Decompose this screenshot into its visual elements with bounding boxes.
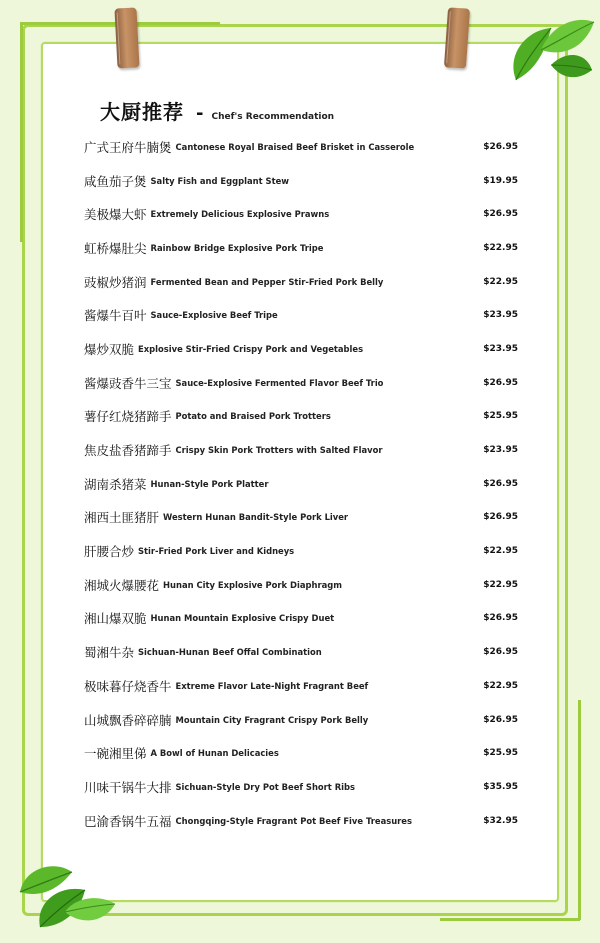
dish-price: $22.95 xyxy=(483,680,518,691)
menu-item xyxy=(84,703,524,737)
wooden-clip-icon xyxy=(444,7,470,68)
menu-item xyxy=(84,669,524,703)
title-separator: - xyxy=(196,103,204,124)
menu-item xyxy=(84,534,524,568)
dish-name-chinese: 一碗湘里俤 xyxy=(84,746,147,762)
dish-name-english: Stir-Fried Pork Liver and Kidneys xyxy=(138,546,295,557)
dish-name-english: Hunan Mountain Explosive Crispy Duet xyxy=(150,613,335,624)
dish-price: $26.95 xyxy=(483,714,518,725)
dish-name-chinese: 川味干锅牛大排 xyxy=(84,779,172,795)
dish-name-chinese: 虹桥爆肚尖 xyxy=(84,240,147,256)
dish-name-english: Salty Fish and Eggplant Stew xyxy=(150,175,289,186)
dish-name-english: Mountain City Fragrant Crispy Pork Belly xyxy=(175,714,369,725)
dish-name-english: Hunan City Explosive Pork Diaphragm xyxy=(163,579,342,590)
menu-item xyxy=(84,568,524,602)
dish-price: $23.95 xyxy=(483,310,518,321)
leaf-cluster-icon xyxy=(496,10,596,100)
dish-price: $26.95 xyxy=(483,141,518,152)
wooden-clip-icon xyxy=(114,7,139,68)
dish-name-chinese: 美极爆大虾 xyxy=(84,207,147,223)
dish-name-chinese: 蜀湘牛杂 xyxy=(84,645,135,661)
menu-item xyxy=(84,400,524,434)
menu-item xyxy=(84,130,524,164)
dish-price: $23.95 xyxy=(483,343,518,354)
menu-list xyxy=(84,130,524,837)
dish-name-chinese: 湖南杀猪菜 xyxy=(84,476,147,492)
menu-item xyxy=(84,366,524,400)
dish-price: $26.95 xyxy=(483,478,518,489)
dish-price: $19.95 xyxy=(483,175,518,186)
dish-price: $22.95 xyxy=(483,242,518,253)
dish-name-chinese: 巴渝香锅牛五福 xyxy=(84,813,172,829)
dish-name-chinese: 广式王府牛腩煲 xyxy=(84,139,172,155)
section-title-english: Chef's Recommendation xyxy=(211,112,335,122)
dish-name-english: Hunan-Style Pork Platter xyxy=(150,478,269,489)
section-title-chinese: 大厨推荐 xyxy=(100,100,184,124)
dish-price: $25.95 xyxy=(483,748,518,759)
menu-item xyxy=(84,265,524,299)
dish-name-english: Sauce-Explosive Beef Tripe xyxy=(150,310,278,321)
dish-name-chinese: 豉椒炒猪润 xyxy=(84,274,147,290)
dish-price: $26.95 xyxy=(483,613,518,624)
dish-name-english: Fermented Bean and Pepper Stir-Fried Pork Belly xyxy=(150,276,384,287)
dish-price: $32.95 xyxy=(483,815,518,826)
dish-name-chinese: 爆炒双脆 xyxy=(84,341,135,357)
menu-item xyxy=(84,433,524,467)
dish-price: $22.95 xyxy=(483,579,518,590)
dish-price: $22.95 xyxy=(483,546,518,557)
dish-name-chinese: 山城飘香碎碎腩 xyxy=(84,712,172,728)
menu-item xyxy=(84,501,524,535)
dish-price: $35.95 xyxy=(483,781,518,792)
menu-item xyxy=(84,332,524,366)
menu-item xyxy=(84,231,524,265)
dish-name-chinese: 咸鱼茄子煲 xyxy=(84,173,147,189)
dish-name-chinese: 酱爆牛百叶 xyxy=(84,308,147,324)
menu-header xyxy=(100,96,334,126)
dish-name-english: Extreme Flavor Late-Night Fragrant Beef xyxy=(175,680,369,691)
dish-price: $22.95 xyxy=(483,276,518,287)
menu-item xyxy=(84,736,524,770)
dish-name-english: Sauce-Explosive Fermented Flavor Beef Trio xyxy=(175,377,384,388)
frame-accent-left xyxy=(20,22,23,242)
dish-price: $26.95 xyxy=(483,512,518,523)
dish-name-chinese: 肝腰合炒 xyxy=(84,544,135,560)
dish-price: $26.95 xyxy=(483,377,518,388)
menu-item xyxy=(84,635,524,669)
dish-name-english: Rainbow Bridge Explosive Pork Tripe xyxy=(150,242,324,253)
dish-name-english: Extremely Delicious Explosive Prawns xyxy=(150,209,330,220)
dish-name-english: Sichuan-Hunan Beef Offal Combination xyxy=(138,647,322,658)
dish-name-english: Cantonese Royal Braised Beef Brisket in Casserole xyxy=(175,141,415,152)
dish-name-english: Potato and Braised Pork Trotters xyxy=(175,411,331,422)
dish-name-english: Explosive Stir-Fried Crispy Pork and Vegetables xyxy=(138,343,364,354)
dish-price: $26.95 xyxy=(483,209,518,220)
dish-name-english: A Bowl of Hunan Delicacies xyxy=(150,748,279,759)
dish-name-chinese: 极味暮仔烧香牛 xyxy=(84,678,172,694)
dish-name-chinese: 酱爆豉香牛三宝 xyxy=(84,375,172,391)
menu-item xyxy=(84,804,524,838)
dish-name-chinese: 焦皮盐香猪蹄手 xyxy=(84,443,172,459)
frame-accent-bottom xyxy=(440,918,580,921)
dish-name-chinese: 薯仔红烧猪蹄手 xyxy=(84,409,172,425)
dish-name-english: Chongqing-Style Fragrant Pot Beef Five Treasures xyxy=(175,815,412,826)
menu-item xyxy=(84,197,524,231)
dish-price: $26.95 xyxy=(483,647,518,658)
frame-accent-right xyxy=(578,700,581,920)
menu-item xyxy=(84,164,524,198)
menu-item xyxy=(84,602,524,636)
dish-name-english: Western Hunan Bandit-Style Pork Liver xyxy=(163,512,349,523)
menu-item xyxy=(84,770,524,804)
dish-name-chinese: 湘城火爆腰花 xyxy=(84,577,160,593)
dish-price: $23.95 xyxy=(483,445,518,456)
dish-name-english: Crispy Skin Pork Trotters with Salted Flavor xyxy=(175,445,383,456)
menu-item xyxy=(84,467,524,501)
dish-name-chinese: 湘西土匪猪肝 xyxy=(84,510,160,526)
menu-item xyxy=(84,298,524,332)
leaf-cluster-icon xyxy=(10,842,120,934)
dish-price: $25.95 xyxy=(483,411,518,422)
dish-name-english: Sichuan-Style Dry Pot Beef Short Ribs xyxy=(175,781,356,792)
dish-name-chinese: 湘山爆双脆 xyxy=(84,611,147,627)
